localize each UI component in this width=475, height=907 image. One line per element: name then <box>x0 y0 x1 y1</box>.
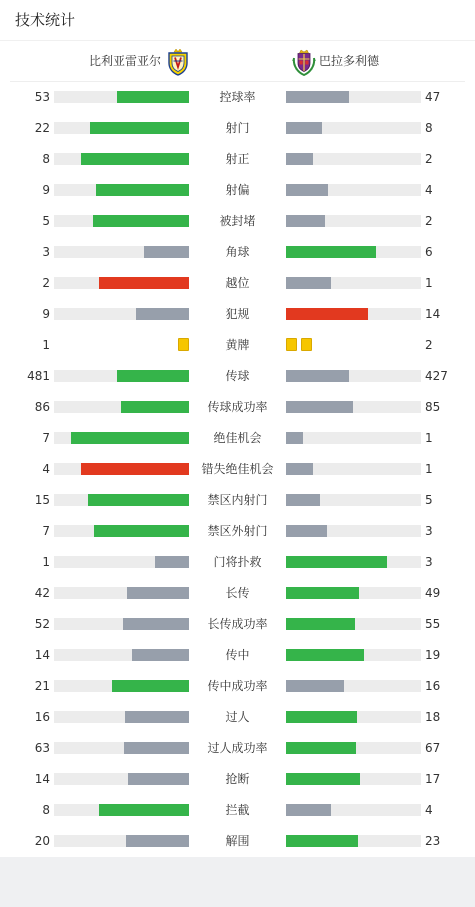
away-stat-bar-track <box>286 432 421 444</box>
away-stat-value: 2 <box>425 338 433 352</box>
stat-label: 传中成功率 <box>207 679 268 693</box>
away-stat-bar-track <box>286 246 421 258</box>
title-divider <box>0 40 475 41</box>
stat-label: 传球 <box>225 369 250 383</box>
home-stat-bar <box>112 680 189 692</box>
stat-label: 传中 <box>225 648 250 662</box>
away-stat-bar <box>286 246 376 258</box>
stat-label: 禁区外射门 <box>207 524 268 538</box>
stat-label: 拦截 <box>225 803 250 817</box>
stat-row <box>0 611 475 642</box>
away-stat-value: 1 <box>425 431 433 445</box>
away-stat-value: 18 <box>425 710 441 724</box>
home-stat-value: 42 <box>34 586 50 600</box>
home-stat-bar-track <box>54 556 189 568</box>
stat-label: 长传 <box>225 586 250 600</box>
home-stat-value: 86 <box>34 400 50 414</box>
home-stat-bar-track <box>54 711 189 723</box>
away-stat-bar <box>286 680 344 692</box>
stat-label: 角球 <box>225 245 250 259</box>
home-stat-bar <box>99 804 189 816</box>
stat-row <box>0 425 475 456</box>
away-stat-bar-track <box>286 122 421 134</box>
home-stat-bar <box>117 91 189 103</box>
stat-label: 越位 <box>225 276 250 290</box>
home-stat-bar <box>125 711 189 723</box>
stat-row <box>0 301 475 332</box>
home-stat-bar <box>90 122 189 134</box>
stat-row <box>0 208 475 239</box>
home-stat-bar <box>127 587 189 599</box>
stat-label: 被封堵 <box>219 214 256 228</box>
home-stat-bar-track <box>54 649 189 661</box>
away-stat-bar-track <box>286 401 421 413</box>
home-stat-value: 3 <box>42 245 50 259</box>
home-stat-value: 22 <box>34 121 50 135</box>
away-stat-bar <box>286 277 331 289</box>
home-stat-bar-track <box>54 804 189 816</box>
home-stat-value: 7 <box>42 524 50 538</box>
home-stat-bar-track <box>54 587 189 599</box>
away-stat-value: 1 <box>425 276 433 290</box>
home-stat-bar <box>155 556 189 568</box>
away-stat-bar-track <box>286 618 421 630</box>
away-stat-bar <box>286 649 364 661</box>
away-stat-bar-track <box>286 773 421 785</box>
away-team-name[interactable]: 巴拉多利德 <box>319 54 380 68</box>
away-stat-bar <box>286 618 355 630</box>
away-stat-bar <box>286 432 303 444</box>
stat-row <box>0 456 475 487</box>
home-stat-bar-track <box>54 494 189 506</box>
away-yellow-cards <box>286 338 316 352</box>
away-stat-value: 14 <box>425 307 441 321</box>
home-stat-value: 15 <box>34 493 50 507</box>
away-stat-bar <box>286 91 349 103</box>
away-stat-bar-track <box>286 91 421 103</box>
away-stat-bar <box>286 587 359 599</box>
yellow-card-icon <box>178 338 189 351</box>
away-stat-bar <box>286 215 325 227</box>
away-stat-bar-track <box>286 215 421 227</box>
home-stat-bar-track <box>54 277 189 289</box>
stat-label: 控球率 <box>219 90 256 104</box>
home-stat-bar <box>81 153 189 165</box>
stats-list <box>0 84 475 859</box>
stat-row <box>0 487 475 518</box>
away-stat-bar <box>286 153 313 165</box>
home-stat-bar <box>121 401 189 413</box>
away-stat-bar <box>286 773 360 785</box>
home-stat-value: 1 <box>42 555 50 569</box>
home-stat-bar-track <box>54 525 189 537</box>
home-stat-value: 20 <box>34 834 50 848</box>
stat-row <box>0 642 475 673</box>
stat-label: 犯规 <box>225 307 250 321</box>
home-stat-bar-track <box>54 618 189 630</box>
home-stat-bar <box>128 773 189 785</box>
home-stat-bar-track <box>54 463 189 475</box>
away-stat-bar <box>286 742 356 754</box>
stat-label: 长传成功率 <box>207 617 268 631</box>
away-stat-value: 3 <box>425 524 433 538</box>
home-stat-bar-track <box>54 742 189 754</box>
home-stat-value: 52 <box>34 617 50 631</box>
away-stat-bar-track <box>286 556 421 568</box>
home-stat-value: 16 <box>34 710 50 724</box>
away-stat-bar-track <box>286 463 421 475</box>
home-stat-bar <box>144 246 189 258</box>
home-stat-bar-track <box>54 773 189 785</box>
home-stat-bar <box>123 618 189 630</box>
home-stat-bar <box>71 432 189 444</box>
home-stat-bar-track <box>54 91 189 103</box>
stat-row <box>0 518 475 549</box>
home-stat-bar <box>136 308 189 320</box>
stat-row <box>0 177 475 208</box>
away-stat-bar-track <box>286 277 421 289</box>
stat-row <box>0 673 475 704</box>
away-stat-bar-track <box>286 711 421 723</box>
teams-header <box>0 45 475 77</box>
home-stat-bar-track <box>54 308 189 320</box>
away-stat-value: 67 <box>425 741 441 755</box>
away-stat-bar-track <box>286 525 421 537</box>
home-stat-bar <box>132 649 189 661</box>
away-stat-bar <box>286 835 358 847</box>
yellow-card-icon <box>301 338 312 351</box>
away-stat-value: 2 <box>425 214 433 228</box>
section-title: 技术统计 <box>15 11 76 29</box>
stat-row <box>0 797 475 828</box>
yellow-card-icon <box>286 338 297 351</box>
home-stat-bar-track <box>54 122 189 134</box>
away-stat-value: 5 <box>425 493 433 507</box>
stat-row <box>0 363 475 394</box>
away-stat-bar-track <box>286 494 421 506</box>
stat-label: 传球成功率 <box>207 400 268 414</box>
home-stat-bar <box>93 215 189 227</box>
away-stat-value: 6 <box>425 245 433 259</box>
home-stat-value: 4 <box>42 462 50 476</box>
away-stat-bar <box>286 463 313 475</box>
stat-row <box>0 239 475 270</box>
away-stat-value: 3 <box>425 555 433 569</box>
stat-label: 射偏 <box>225 183 250 197</box>
home-stat-value: 21 <box>34 679 50 693</box>
stat-label: 过人 <box>225 710 250 724</box>
stat-label: 绝佳机会 <box>213 431 262 445</box>
stat-row <box>0 580 475 611</box>
home-stat-bar <box>99 277 189 289</box>
stat-row <box>0 766 475 797</box>
stat-row <box>0 549 475 580</box>
home-stat-bar <box>94 525 189 537</box>
villarreal-crest-icon[interactable] <box>165 48 191 76</box>
home-stat-bar-track <box>54 370 189 382</box>
valladolid-crest-icon[interactable] <box>291 48 317 76</box>
away-stat-value: 17 <box>425 772 441 786</box>
home-stat-bar <box>88 494 189 506</box>
away-stat-value: 16 <box>425 679 441 693</box>
home-stat-bar-track <box>54 246 189 258</box>
away-stat-bar <box>286 494 320 506</box>
stat-label: 错失绝佳机会 <box>201 462 274 476</box>
away-stat-bar-track <box>286 370 421 382</box>
home-stat-bar <box>96 184 189 196</box>
away-stat-bar-track <box>286 308 421 320</box>
stat-label: 射门 <box>225 121 250 135</box>
away-stat-bar <box>286 122 322 134</box>
home-stat-value: 53 <box>34 90 50 104</box>
away-stat-value: 4 <box>425 803 433 817</box>
away-stat-bar <box>286 184 328 196</box>
teams-divider <box>10 81 465 82</box>
home-stat-bar-track <box>54 401 189 413</box>
away-stat-bar-track <box>286 835 421 847</box>
stat-label: 黄牌 <box>225 338 250 352</box>
stat-label: 抢断 <box>225 772 250 786</box>
stat-label: 过人成功率 <box>207 741 268 755</box>
stat-row <box>0 332 475 363</box>
home-stat-value: 2 <box>42 276 50 290</box>
away-stat-bar <box>286 308 368 320</box>
home-stat-bar-track <box>54 184 189 196</box>
away-stat-value: 427 <box>425 369 448 383</box>
home-stat-value: 63 <box>34 741 50 755</box>
stat-label: 门将扑救 <box>213 555 262 569</box>
away-stat-value: 49 <box>425 586 441 600</box>
stat-row <box>0 115 475 146</box>
away-stat-value: 47 <box>425 90 441 104</box>
away-stat-value: 2 <box>425 152 433 166</box>
home-stat-value: 1 <box>42 338 50 352</box>
away-stat-bar <box>286 556 387 568</box>
stat-row <box>0 394 475 425</box>
away-stat-bar <box>286 370 349 382</box>
stat-row <box>0 828 475 859</box>
home-yellow-cards <box>174 338 189 352</box>
away-stat-value: 4 <box>425 183 433 197</box>
away-stat-bar-track <box>286 742 421 754</box>
stat-row <box>0 735 475 766</box>
away-stat-bar <box>286 711 357 723</box>
away-stat-value: 23 <box>425 834 441 848</box>
away-stat-value: 8 <box>425 121 433 135</box>
stat-row <box>0 270 475 301</box>
stat-label: 禁区内射门 <box>207 493 268 507</box>
home-stat-bar-track <box>54 835 189 847</box>
home-stat-value: 8 <box>42 803 50 817</box>
home-stat-bar <box>117 370 189 382</box>
home-stat-value: 14 <box>34 648 50 662</box>
away-stat-value: 1 <box>425 462 433 476</box>
home-stat-bar-track <box>54 215 189 227</box>
home-stat-value: 7 <box>42 431 50 445</box>
stat-label: 解围 <box>225 834 250 848</box>
home-stat-bar-track <box>54 432 189 444</box>
away-stat-bar-track <box>286 649 421 661</box>
home-stat-bar-track <box>54 680 189 692</box>
home-stat-bar-track <box>54 153 189 165</box>
home-team-name[interactable]: 比利亚雷亚尔 <box>88 54 161 68</box>
away-stat-bar <box>286 401 353 413</box>
away-stat-bar-track <box>286 587 421 599</box>
away-stat-bar-track <box>286 680 421 692</box>
home-stat-value: 5 <box>42 214 50 228</box>
home-stat-bar <box>81 463 189 475</box>
away-stat-bar-track <box>286 153 421 165</box>
away-stat-value: 55 <box>425 617 441 631</box>
away-stat-bar <box>286 804 331 816</box>
stat-row <box>0 704 475 735</box>
away-stat-bar-track <box>286 804 421 816</box>
stat-row <box>0 84 475 115</box>
home-stat-value: 9 <box>42 183 50 197</box>
away-stat-bar <box>286 525 327 537</box>
home-stat-value: 14 <box>34 772 50 786</box>
home-stat-value: 8 <box>42 152 50 166</box>
away-stat-bar-track <box>286 184 421 196</box>
stat-row <box>0 146 475 177</box>
away-stat-value: 85 <box>425 400 441 414</box>
stat-label: 射正 <box>225 152 250 166</box>
away-stat-value: 19 <box>425 648 441 662</box>
home-stat-bar <box>124 742 189 754</box>
home-stat-value: 9 <box>42 307 50 321</box>
home-stat-value: 481 <box>27 369 50 383</box>
home-stat-bar <box>126 835 189 847</box>
